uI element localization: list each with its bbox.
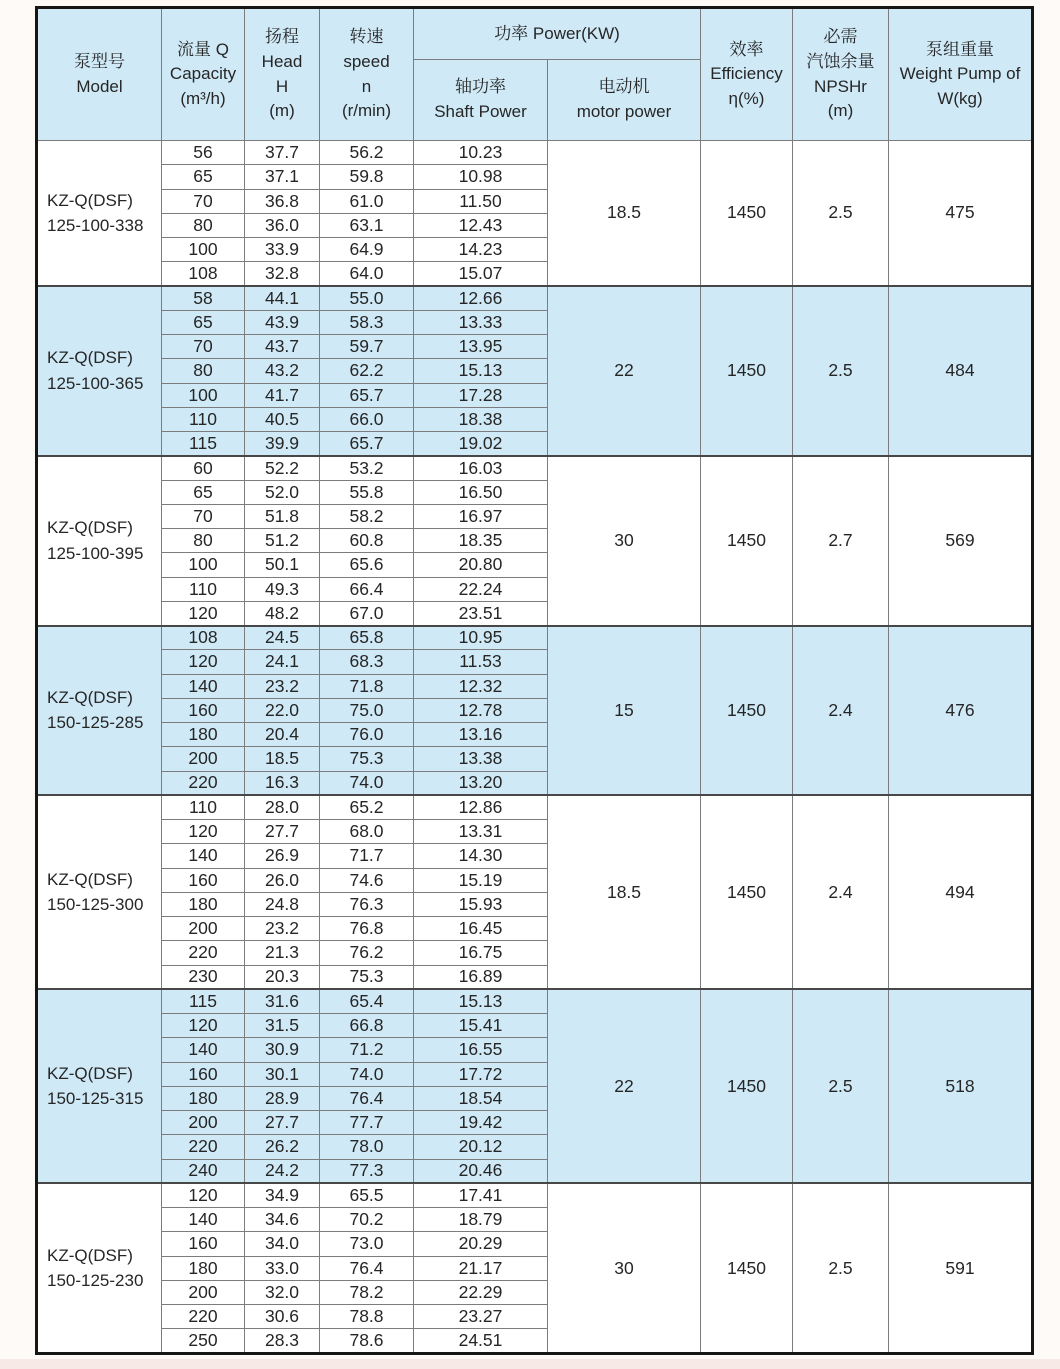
speed-cell: 61.0 [320, 189, 414, 213]
head-cell: 30.9 [245, 1038, 320, 1062]
head-cell: 33.9 [245, 238, 320, 262]
shaft-power-cell: 12.78 [414, 698, 548, 722]
shaft-power-cell: 24.51 [414, 1329, 548, 1354]
efficiency-cell: 1450 [701, 795, 793, 989]
npshr-cell: 2.5 [793, 286, 889, 456]
capacity-cell: 160 [162, 698, 245, 722]
shaft-power-cell: 18.79 [414, 1208, 548, 1232]
col-header-head [245, 8, 320, 141]
efficiency-cell: 1450 [701, 989, 793, 1183]
speed-cell: 73.0 [320, 1232, 414, 1256]
model-line-2: 150-125-285 [47, 713, 144, 733]
speed-header-cn: 转速 [349, 27, 384, 47]
col-header-speed [320, 8, 414, 141]
head-cell: 24.1 [245, 650, 320, 674]
speed-cell: 75.3 [320, 965, 414, 989]
head-cell: 40.5 [245, 407, 320, 431]
capacity-cell: 115 [162, 989, 245, 1013]
shaft-power-cell: 18.35 [414, 529, 548, 553]
shaft-power-cell: 15.13 [414, 989, 548, 1013]
model-cell [37, 286, 162, 456]
capacity-cell: 65 [162, 480, 245, 504]
shaft-power-cell: 19.42 [414, 1111, 548, 1135]
capacity-cell: 58 [162, 286, 245, 310]
head-cell: 37.1 [245, 165, 320, 189]
speed-cell: 67.0 [320, 601, 414, 625]
speed-cell: 65.7 [320, 383, 414, 407]
speed-cell: 65.8 [320, 626, 414, 650]
shaft-power-cell: 13.95 [414, 335, 548, 359]
speed-cell: 62.2 [320, 359, 414, 383]
shaft-power-cell: 11.53 [414, 650, 548, 674]
pump-spec-table [35, 6, 1034, 1355]
speed-cell: 77.7 [320, 1111, 414, 1135]
shaft-power-cell: 16.75 [414, 941, 548, 965]
capacity-cell: 200 [162, 917, 245, 941]
efficiency-cell: 1450 [701, 141, 793, 287]
weight-cell: 475 [889, 141, 1033, 287]
shaft-power-cell: 22.29 [414, 1280, 548, 1304]
speed-cell: 78.0 [320, 1135, 414, 1159]
table-row [37, 456, 1033, 480]
head-cell: 44.1 [245, 286, 320, 310]
speed-cell: 59.7 [320, 335, 414, 359]
speed-cell: 71.2 [320, 1038, 414, 1062]
weight-cell: 518 [889, 989, 1033, 1183]
model-line-2: 125-100-365 [47, 373, 144, 393]
capacity-cell: 220 [162, 1305, 245, 1329]
capacity-header-cn: 流量 Q [177, 39, 229, 59]
capacity-cell: 80 [162, 213, 245, 237]
shaft-power-cell: 10.98 [414, 165, 548, 189]
capacity-cell: 115 [162, 432, 245, 456]
npshr-cell: 2.4 [793, 795, 889, 989]
speed-cell: 56.2 [320, 141, 414, 165]
speed-header-unit: (r/min) [341, 101, 392, 121]
capacity-cell: 230 [162, 965, 245, 989]
speed-cell: 75.0 [320, 698, 414, 722]
capacity-cell: 120 [162, 820, 245, 844]
table-row [37, 1183, 1033, 1207]
shaft-power-cell: 18.54 [414, 1086, 548, 1110]
capacity-cell: 108 [162, 626, 245, 650]
head-cell: 24.8 [245, 892, 320, 916]
shaft-power-cell: 10.95 [414, 626, 548, 650]
model-line-2: 150-125-315 [47, 1089, 144, 1109]
capacity-cell: 70 [162, 335, 245, 359]
shaft-power-cell: 12.66 [414, 286, 548, 310]
head-cell: 20.3 [245, 965, 320, 989]
shaft-power-cell: 20.80 [414, 553, 548, 577]
head-cell: 23.2 [245, 917, 320, 941]
head-cell: 26.9 [245, 844, 320, 868]
speed-cell: 53.2 [320, 456, 414, 480]
model-line-1: KZ-Q(DSF) [47, 1245, 133, 1265]
weight-header-en: Weight Pump of [899, 64, 1021, 84]
speed-cell: 74.0 [320, 771, 414, 795]
capacity-cell: 180 [162, 1086, 245, 1110]
weight-header-cn: 泵组重量 [926, 39, 994, 59]
capacity-cell: 180 [162, 1256, 245, 1280]
col-header-efficiency [701, 8, 793, 141]
speed-cell: 65.5 [320, 1183, 414, 1207]
motor-power-cell: 22 [548, 286, 701, 456]
capacity-cell: 70 [162, 504, 245, 528]
head-cell: 30.6 [245, 1305, 320, 1329]
shaft-power-cell: 15.41 [414, 1014, 548, 1038]
capacity-cell: 100 [162, 238, 245, 262]
shaft-power-cell: 12.32 [414, 674, 548, 698]
head-cell: 21.3 [245, 941, 320, 965]
head-cell: 49.3 [245, 577, 320, 601]
model-cell [37, 795, 162, 989]
npshr-header-cn1: 必需 [823, 27, 858, 47]
capacity-cell: 140 [162, 674, 245, 698]
capacity-cell: 108 [162, 262, 245, 286]
speed-cell: 68.3 [320, 650, 414, 674]
head-cell: 36.0 [245, 213, 320, 237]
speed-cell: 75.3 [320, 747, 414, 771]
capacity-cell: 140 [162, 1208, 245, 1232]
capacity-cell: 220 [162, 1135, 245, 1159]
capacity-cell: 160 [162, 1062, 245, 1086]
shaft-power-cell: 13.33 [414, 310, 548, 334]
shaft-power-cell: 11.50 [414, 189, 548, 213]
head-cell: 36.8 [245, 189, 320, 213]
shaft-power-cell: 13.31 [414, 820, 548, 844]
capacity-cell: 220 [162, 941, 245, 965]
shaft-power-cell: 16.03 [414, 456, 548, 480]
capacity-cell: 110 [162, 407, 245, 431]
shaft-power-cell: 20.12 [414, 1135, 548, 1159]
capacity-cell: 140 [162, 1038, 245, 1062]
model-cell [37, 141, 162, 287]
motor-power-cell: 18.5 [548, 141, 701, 287]
speed-cell: 64.0 [320, 262, 414, 286]
motor-power-cell: 30 [548, 1183, 701, 1353]
head-cell: 28.3 [245, 1329, 320, 1354]
capacity-cell: 110 [162, 795, 245, 819]
shaft-power-cell: 23.27 [414, 1305, 548, 1329]
model-cell [37, 456, 162, 626]
capacity-cell: 200 [162, 1111, 245, 1135]
shaft-power-cell: 22.24 [414, 577, 548, 601]
model-line-1: KZ-Q(DSF) [47, 518, 133, 538]
head-cell: 50.1 [245, 553, 320, 577]
model-line-1: KZ-Q(DSF) [47, 1063, 133, 1083]
speed-cell: 55.8 [320, 480, 414, 504]
capacity-cell: 160 [162, 1232, 245, 1256]
head-cell: 43.2 [245, 359, 320, 383]
head-cell: 30.1 [245, 1062, 320, 1086]
head-cell: 31.5 [245, 1014, 320, 1038]
capacity-cell: 65 [162, 310, 245, 334]
speed-cell: 66.0 [320, 407, 414, 431]
head-cell: 27.7 [245, 820, 320, 844]
motor-power-header-cn: 电动机 [598, 77, 650, 97]
speed-cell: 64.9 [320, 238, 414, 262]
npshr-header-cn2: 汽蚀余量 [806, 51, 875, 71]
model-cell [37, 626, 162, 796]
speed-cell: 70.2 [320, 1208, 414, 1232]
shaft-power-header-cn: 轴功率 [455, 77, 506, 97]
speed-cell: 68.0 [320, 820, 414, 844]
head-cell: 51.2 [245, 529, 320, 553]
shaft-power-cell: 12.86 [414, 795, 548, 819]
head-cell: 34.9 [245, 1183, 320, 1207]
model-line-1: KZ-Q(DSF) [47, 687, 133, 707]
col-header-motor-power [548, 60, 701, 141]
capacity-cell: 180 [162, 723, 245, 747]
shaft-power-cell: 19.02 [414, 432, 548, 456]
table-row [37, 286, 1033, 310]
speed-cell: 76.3 [320, 892, 414, 916]
shaft-power-cell: 15.13 [414, 359, 548, 383]
shaft-power-cell: 17.28 [414, 383, 548, 407]
shaft-power-cell: 10.23 [414, 141, 548, 165]
motor-power-cell: 18.5 [548, 795, 701, 989]
efficiency-cell: 1450 [701, 1183, 793, 1353]
table-row [37, 989, 1033, 1013]
table-header [37, 8, 1033, 141]
shaft-power-cell: 18.38 [414, 407, 548, 431]
npshr-cell: 2.7 [793, 456, 889, 626]
speed-cell: 76.4 [320, 1256, 414, 1280]
head-cell: 39.9 [245, 432, 320, 456]
capacity-cell: 65 [162, 165, 245, 189]
head-cell: 18.5 [245, 747, 320, 771]
speed-cell: 60.8 [320, 529, 414, 553]
model-line-1: KZ-Q(DSF) [47, 348, 133, 368]
speed-cell: 65.2 [320, 795, 414, 819]
motor-power-header-en: motor power [576, 102, 672, 121]
shaft-power-cell: 14.30 [414, 844, 548, 868]
head-cell: 20.4 [245, 723, 320, 747]
shaft-power-cell: 21.17 [414, 1256, 548, 1280]
capacity-cell: 140 [162, 844, 245, 868]
shaft-power-cell: 20.46 [414, 1159, 548, 1183]
npshr-cell: 2.5 [793, 141, 889, 287]
speed-cell: 76.2 [320, 941, 414, 965]
head-cell: 34.6 [245, 1208, 320, 1232]
motor-power-cell: 22 [548, 989, 701, 1183]
shaft-power-cell: 17.41 [414, 1183, 548, 1207]
speed-cell: 55.0 [320, 286, 414, 310]
capacity-cell: 110 [162, 577, 245, 601]
capacity-cell: 120 [162, 1183, 245, 1207]
col-header-npshr [793, 8, 889, 141]
col-header-shaft-power [414, 60, 548, 141]
efficiency-header-cn: 效率 [729, 39, 764, 59]
model-line-1: KZ-Q(DSF) [47, 869, 133, 889]
shaft-power-cell: 13.38 [414, 747, 548, 771]
speed-cell: 78.2 [320, 1280, 414, 1304]
shaft-power-cell: 12.43 [414, 213, 548, 237]
capacity-cell: 250 [162, 1329, 245, 1354]
efficiency-cell: 1450 [701, 286, 793, 456]
shaft-power-cell: 14.23 [414, 238, 548, 262]
head-cell: 51.8 [245, 504, 320, 528]
head-header-symbol: H [275, 76, 289, 96]
speed-cell: 65.4 [320, 989, 414, 1013]
capacity-cell: 160 [162, 868, 245, 892]
weight-cell: 569 [889, 456, 1033, 626]
capacity-cell: 56 [162, 141, 245, 165]
speed-cell: 63.1 [320, 213, 414, 237]
motor-power-cell: 15 [548, 626, 701, 796]
speed-cell: 66.8 [320, 1014, 414, 1038]
npshr-cell: 2.5 [793, 1183, 889, 1353]
head-cell: 32.8 [245, 262, 320, 286]
efficiency-cell: 1450 [701, 456, 793, 626]
speed-cell: 76.8 [320, 917, 414, 941]
capacity-cell: 100 [162, 383, 245, 407]
weight-header-unit: W(kg) [937, 88, 983, 108]
capacity-cell: 100 [162, 553, 245, 577]
shaft-power-cell: 16.97 [414, 504, 548, 528]
npshr-header-en: NPSHr [814, 76, 867, 96]
head-cell: 34.0 [245, 1232, 320, 1256]
head-cell: 23.2 [245, 674, 320, 698]
model-line-2: 150-125-300 [47, 895, 144, 915]
head-cell: 32.0 [245, 1280, 320, 1304]
capacity-cell: 200 [162, 747, 245, 771]
model-cell [37, 1183, 162, 1353]
page-margin-strip [0, 1359, 1060, 1369]
head-cell: 26.0 [245, 868, 320, 892]
speed-cell: 58.3 [320, 310, 414, 334]
col-header-power-group: 功率 Power(KW) [414, 8, 701, 60]
model-header-en: Model [76, 76, 123, 96]
head-cell: 16.3 [245, 771, 320, 795]
npshr-cell: 2.5 [793, 989, 889, 1183]
speed-cell: 76.4 [320, 1086, 414, 1110]
head-cell: 28.9 [245, 1086, 320, 1110]
capacity-cell: 120 [162, 601, 245, 625]
speed-cell: 71.7 [320, 844, 414, 868]
head-cell: 27.7 [245, 1111, 320, 1135]
npshr-cell: 2.4 [793, 626, 889, 796]
head-cell: 37.7 [245, 141, 320, 165]
weight-cell: 476 [889, 626, 1033, 796]
capacity-cell: 80 [162, 529, 245, 553]
speed-cell: 78.6 [320, 1329, 414, 1354]
shaft-power-cell: 16.89 [414, 965, 548, 989]
capacity-cell: 240 [162, 1159, 245, 1183]
head-cell: 22.0 [245, 698, 320, 722]
head-cell: 33.0 [245, 1256, 320, 1280]
speed-cell: 71.8 [320, 674, 414, 698]
speed-cell: 76.0 [320, 723, 414, 747]
capacity-cell: 180 [162, 892, 245, 916]
head-cell: 43.9 [245, 310, 320, 334]
speed-cell: 65.6 [320, 553, 414, 577]
head-cell: 52.2 [245, 456, 320, 480]
table-row [37, 141, 1033, 165]
shaft-power-cell: 15.07 [414, 262, 548, 286]
head-cell: 52.0 [245, 480, 320, 504]
capacity-header-en: Capacity [169, 64, 237, 84]
model-line-2: 125-100-395 [47, 543, 144, 563]
capacity-cell: 80 [162, 359, 245, 383]
col-header-capacity [162, 8, 245, 141]
motor-power-cell: 30 [548, 456, 701, 626]
efficiency-header-symbol: η(%) [728, 88, 765, 108]
capacity-header-unit: (m³/h) [180, 88, 226, 108]
model-cell [37, 989, 162, 1183]
weight-cell: 484 [889, 286, 1033, 456]
shaft-power-cell: 15.93 [414, 892, 548, 916]
capacity-cell: 200 [162, 1280, 245, 1304]
speed-cell: 78.8 [320, 1305, 414, 1329]
shaft-power-cell: 17.72 [414, 1062, 548, 1086]
speed-cell: 65.7 [320, 432, 414, 456]
capacity-cell: 70 [162, 189, 245, 213]
capacity-cell: 120 [162, 1014, 245, 1038]
capacity-cell: 120 [162, 650, 245, 674]
shaft-power-cell: 16.55 [414, 1038, 548, 1062]
model-line-2: 125-100-338 [47, 216, 144, 235]
model-line-2: 150-125-230 [47, 1271, 144, 1291]
head-header-cn: 扬程 [265, 27, 299, 47]
speed-header-en: speed [343, 51, 390, 71]
capacity-cell: 220 [162, 771, 245, 795]
shaft-power-cell: 15.19 [414, 868, 548, 892]
shaft-power-cell: 13.20 [414, 771, 548, 795]
model-line-1: KZ-Q(DSF) [47, 190, 133, 210]
speed-cell: 58.2 [320, 504, 414, 528]
speed-cell: 66.4 [320, 577, 414, 601]
shaft-power-cell: 23.51 [414, 601, 548, 625]
weight-cell: 591 [889, 1183, 1033, 1353]
table-body [37, 141, 1033, 1354]
head-header-en: Head [261, 51, 303, 71]
speed-cell: 74.0 [320, 1062, 414, 1086]
shaft-power-header-en: Shaft Power [434, 102, 527, 121]
table-row [37, 626, 1033, 650]
shaft-power-cell: 13.16 [414, 723, 548, 747]
shaft-power-cell: 16.50 [414, 480, 548, 504]
head-cell: 26.2 [245, 1135, 320, 1159]
head-cell: 24.2 [245, 1159, 320, 1183]
shaft-power-cell: 16.45 [414, 917, 548, 941]
speed-cell: 74.6 [320, 868, 414, 892]
speed-header-symbol: n [361, 76, 372, 96]
efficiency-header-en: Efficiency [710, 64, 783, 84]
col-header-model [37, 8, 162, 141]
head-header-unit: (m) [269, 101, 295, 121]
col-header-weight [889, 8, 1033, 141]
table-row [37, 795, 1033, 819]
capacity-cell: 60 [162, 456, 245, 480]
efficiency-cell: 1450 [701, 626, 793, 796]
npshr-header-unit: (m) [827, 101, 854, 121]
head-cell: 24.5 [245, 626, 320, 650]
head-cell: 28.0 [245, 795, 320, 819]
head-cell: 41.7 [245, 383, 320, 407]
head-cell: 48.2 [245, 601, 320, 625]
head-cell: 31.6 [245, 989, 320, 1013]
shaft-power-cell: 20.29 [414, 1232, 548, 1256]
speed-cell: 59.8 [320, 165, 414, 189]
speed-cell: 77.3 [320, 1159, 414, 1183]
head-cell: 43.7 [245, 335, 320, 359]
model-header-cn: 泵型号 [74, 51, 125, 71]
weight-cell: 494 [889, 795, 1033, 989]
